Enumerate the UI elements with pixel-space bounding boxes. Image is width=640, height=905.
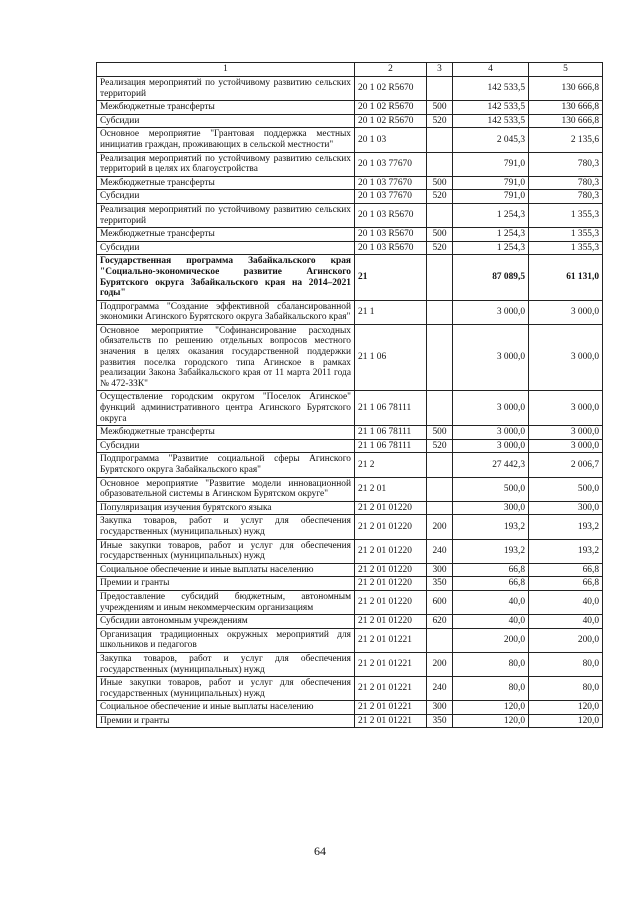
row-value-year-1: 120,0 xyxy=(453,701,529,715)
row-value-year-2: 780,3 xyxy=(529,190,603,204)
row-value-year-2: 120,0 xyxy=(529,714,603,728)
row-expense-type: 520 xyxy=(427,190,453,204)
row-value-year-1: 1 254,3 xyxy=(453,241,529,255)
col-header-4: 4 xyxy=(453,63,529,77)
row-code: 20 1 03 R5670 xyxy=(355,241,427,255)
row-code: 20 1 03 77670 xyxy=(355,190,427,204)
row-value-year-2: 130 666,8 xyxy=(529,77,603,101)
row-expense-type: 620 xyxy=(427,615,453,629)
row-value-year-2: 3 000,0 xyxy=(529,439,603,453)
row-value-year-2: 780,3 xyxy=(529,152,603,176)
row-expense-type: 520 xyxy=(427,114,453,128)
row-expense-type: 520 xyxy=(427,241,453,255)
row-code: 21 1 xyxy=(355,300,427,324)
row-expense-type: 350 xyxy=(427,714,453,728)
row-name: Субсидии xyxy=(97,439,355,453)
row-expense-type: 200 xyxy=(427,515,453,539)
row-value-year-2: 500,0 xyxy=(529,477,603,501)
row-name: Межбюджетные трансферты xyxy=(97,176,355,190)
row-code: 21 2 01 01220 xyxy=(355,539,427,563)
row-value-year-2: 40,0 xyxy=(529,615,603,629)
row-code: 21 1 06 xyxy=(355,324,427,391)
row-name: Субсидии xyxy=(97,241,355,255)
row-value-year-1: 3 000,0 xyxy=(453,300,529,324)
row-value-year-1: 40,0 xyxy=(453,590,529,614)
row-expense-type: 520 xyxy=(427,439,453,453)
row-expense-type xyxy=(427,391,453,426)
page-number: 64 xyxy=(314,844,326,858)
row-value-year-1: 142 533,5 xyxy=(453,114,529,128)
row-value-year-1: 193,2 xyxy=(453,539,529,563)
row-value-year-1: 193,2 xyxy=(453,515,529,539)
row-expense-type xyxy=(427,477,453,501)
row-value-year-1: 66,8 xyxy=(453,577,529,591)
row-value-year-1: 40,0 xyxy=(453,615,529,629)
row-value-year-2: 66,8 xyxy=(529,563,603,577)
table-row xyxy=(97,203,603,227)
col-header-3: 3 xyxy=(427,63,453,77)
table-row xyxy=(97,300,603,324)
row-name: Премии и гранты xyxy=(97,714,355,728)
row-expense-type xyxy=(427,453,453,477)
row-code: 21 2 01 01220 xyxy=(355,577,427,591)
table-row xyxy=(97,241,603,255)
row-expense-type: 600 xyxy=(427,590,453,614)
row-name: Социальное обеспечение и иные выплаты населению xyxy=(97,563,355,577)
row-value-year-1: 500,0 xyxy=(453,477,529,501)
row-name: Социальное обеспечение и иные выплаты населению xyxy=(97,701,355,715)
row-name: Межбюджетные трансферты xyxy=(97,101,355,115)
row-expense-type: 350 xyxy=(427,577,453,591)
row-expense-type: 500 xyxy=(427,426,453,440)
table-row xyxy=(97,128,603,152)
row-value-year-2: 1 355,3 xyxy=(529,228,603,242)
table-row xyxy=(97,439,603,453)
row-name: Государственная программа Забайкальского края "Социально-экономическое развитие Агинского Бурятского округа Забайкальского края на 2014–2021 годы" xyxy=(97,255,355,300)
row-name: Реализация мероприятий по устойчивому развитию сельских территорий xyxy=(97,203,355,227)
row-expense-type: 500 xyxy=(427,228,453,242)
header-row xyxy=(97,63,603,77)
table-row xyxy=(97,101,603,115)
row-code: 21 1 06 78111 xyxy=(355,439,427,453)
table-row xyxy=(97,190,603,204)
budget-table xyxy=(96,62,603,728)
table-row xyxy=(97,391,603,426)
row-expense-type: 500 xyxy=(427,176,453,190)
row-value-year-1: 300,0 xyxy=(453,501,529,515)
row-value-year-1: 1 254,3 xyxy=(453,228,529,242)
row-value-year-1: 3 000,0 xyxy=(453,439,529,453)
row-value-year-1: 3 000,0 xyxy=(453,324,529,391)
row-expense-type: 240 xyxy=(427,539,453,563)
row-code: 21 2 01 01221 xyxy=(355,714,427,728)
table-row xyxy=(97,577,603,591)
row-value-year-1: 80,0 xyxy=(453,677,529,701)
row-expense-type xyxy=(427,203,453,227)
row-value-year-2: 66,8 xyxy=(529,577,603,591)
row-name: Основное мероприятие "Развитие модели инновационной образовательной системы в Агинском Бурятском округе" xyxy=(97,477,355,501)
row-code: 21 2 01 xyxy=(355,477,427,501)
table-row xyxy=(97,590,603,614)
table-header xyxy=(97,63,603,77)
col-header-2: 2 xyxy=(355,63,427,77)
row-code: 21 1 06 78111 xyxy=(355,426,427,440)
row-expense-type xyxy=(427,324,453,391)
row-value-year-2: 2 006,7 xyxy=(529,453,603,477)
table-row xyxy=(97,324,603,391)
row-name: Предоставление субсидий бюджетным, автономным учреждениям и иным некоммерческим организациям xyxy=(97,590,355,614)
table-row xyxy=(97,255,603,300)
table-row xyxy=(97,615,603,629)
row-name: Основное мероприятие "Грантовая поддержка местных инициатив граждан, проживающих в сельской местности" xyxy=(97,128,355,152)
row-value-year-2: 80,0 xyxy=(529,677,603,701)
row-value-year-2: 193,2 xyxy=(529,539,603,563)
row-value-year-2: 3 000,0 xyxy=(529,426,603,440)
row-value-year-1: 87 089,5 xyxy=(453,255,529,300)
table-row xyxy=(97,701,603,715)
row-name: Межбюджетные трансферты xyxy=(97,228,355,242)
table-row xyxy=(97,515,603,539)
table-row xyxy=(97,152,603,176)
row-code: 20 1 03 R5670 xyxy=(355,203,427,227)
row-value-year-1: 200,0 xyxy=(453,628,529,652)
row-name: Межбюджетные трансферты xyxy=(97,426,355,440)
row-value-year-2: 193,2 xyxy=(529,515,603,539)
table-row xyxy=(97,228,603,242)
table-row xyxy=(97,114,603,128)
row-code: 20 1 03 77670 xyxy=(355,176,427,190)
table-body xyxy=(97,77,603,728)
row-value-year-1: 791,0 xyxy=(453,176,529,190)
row-code: 21 2 xyxy=(355,453,427,477)
row-expense-type: 500 xyxy=(427,101,453,115)
row-value-year-2: 40,0 xyxy=(529,590,603,614)
row-code: 21 xyxy=(355,255,427,300)
row-expense-type xyxy=(427,628,453,652)
table-row xyxy=(97,176,603,190)
row-code: 20 1 02 R5670 xyxy=(355,114,427,128)
row-code: 21 2 01 01220 xyxy=(355,590,427,614)
row-expense-type xyxy=(427,152,453,176)
table-row xyxy=(97,677,603,701)
row-code: 20 1 03 77670 xyxy=(355,152,427,176)
row-expense-type xyxy=(427,77,453,101)
row-value-year-2: 200,0 xyxy=(529,628,603,652)
row-value-year-2: 1 355,3 xyxy=(529,203,603,227)
row-value-year-2: 80,0 xyxy=(529,652,603,676)
row-value-year-1: 66,8 xyxy=(453,563,529,577)
table-row xyxy=(97,501,603,515)
row-value-year-2: 130 666,8 xyxy=(529,101,603,115)
row-code: 21 2 01 01220 xyxy=(355,615,427,629)
row-value-year-2: 61 131,0 xyxy=(529,255,603,300)
row-value-year-2: 3 000,0 xyxy=(529,300,603,324)
row-expense-type: 200 xyxy=(427,652,453,676)
row-name: Субсидии автономным учреждениям xyxy=(97,615,355,629)
row-value-year-1: 142 533,5 xyxy=(453,101,529,115)
row-code: 21 2 01 01220 xyxy=(355,563,427,577)
row-value-year-2: 130 666,8 xyxy=(529,114,603,128)
table-row xyxy=(97,477,603,501)
row-name: Организация традиционных окружных мероприятий для школьников и педагогов xyxy=(97,628,355,652)
row-name: Реализация мероприятий по устойчивому развитию сельских территорий в целях их благоустройства xyxy=(97,152,355,176)
row-value-year-1: 3 000,0 xyxy=(453,391,529,426)
table-row xyxy=(97,77,603,101)
table-row xyxy=(97,563,603,577)
row-value-year-2: 3 000,0 xyxy=(529,324,603,391)
row-name: Подпрограмма "Развитие социальной сферы Агинского Бурятского округа Забайкальского края" xyxy=(97,453,355,477)
row-code: 21 2 01 01221 xyxy=(355,628,427,652)
table-row xyxy=(97,714,603,728)
row-name: Закупка товаров, работ и услуг для обеспечения государственных (муниципальных) нужд xyxy=(97,652,355,676)
row-code: 21 2 01 01221 xyxy=(355,701,427,715)
row-value-year-1: 1 254,3 xyxy=(453,203,529,227)
table-row xyxy=(97,453,603,477)
row-code: 21 1 06 78111 xyxy=(355,391,427,426)
row-value-year-1: 80,0 xyxy=(453,652,529,676)
row-code: 21 2 01 01221 xyxy=(355,677,427,701)
row-value-year-2: 3 000,0 xyxy=(529,391,603,426)
row-name: Реализация мероприятий по устойчивому развитию сельских территорий xyxy=(97,77,355,101)
row-expense-type xyxy=(427,128,453,152)
row-code: 20 1 02 R5670 xyxy=(355,101,427,115)
row-value-year-1: 791,0 xyxy=(453,152,529,176)
table-row xyxy=(97,652,603,676)
table-row xyxy=(97,628,603,652)
row-value-year-1: 27 442,3 xyxy=(453,453,529,477)
row-value-year-2: 780,3 xyxy=(529,176,603,190)
row-name: Подпрограмма "Создание эффективной сбалансированной экономики Агинского Бурятского округа Забайкальского края" xyxy=(97,300,355,324)
row-code: 21 2 01 01221 xyxy=(355,652,427,676)
table-row xyxy=(97,539,603,563)
row-name: Иные закупки товаров, работ и услуг для обеспечения государственных (муниципальных) нужд xyxy=(97,539,355,563)
row-name: Премии и гранты xyxy=(97,577,355,591)
row-value-year-2: 2 135,6 xyxy=(529,128,603,152)
table-row xyxy=(97,426,603,440)
row-code: 20 1 03 xyxy=(355,128,427,152)
row-expense-type: 300 xyxy=(427,701,453,715)
row-name: Осуществление городским округом "Поселок Агинское" функций административного центра Агинского Бурятского округа xyxy=(97,391,355,426)
row-name: Основное мероприятие "Софинансирование расходных обязательств по решению отдельных вопросов местного значения в целях оказания государственной поддержки развития поселка городского типа Агинское в рамках реализации Закона Забайкальского края от 11 марта 2011 года № 472-ЗЗК" xyxy=(97,324,355,391)
row-value-year-1: 142 533,5 xyxy=(453,77,529,101)
row-name: Иные закупки товаров, работ и услуг для обеспечения государственных (муниципальных) нужд xyxy=(97,677,355,701)
row-value-year-1: 120,0 xyxy=(453,714,529,728)
row-value-year-1: 3 000,0 xyxy=(453,426,529,440)
row-expense-type xyxy=(427,300,453,324)
row-name: Субсидии xyxy=(97,190,355,204)
row-value-year-2: 1 355,3 xyxy=(529,241,603,255)
row-code: 20 1 03 R5670 xyxy=(355,228,427,242)
row-code: 21 2 01 01220 xyxy=(355,501,427,515)
row-value-year-1: 791,0 xyxy=(453,190,529,204)
row-expense-type xyxy=(427,501,453,515)
row-code: 20 1 02 R5670 xyxy=(355,77,427,101)
row-expense-type: 300 xyxy=(427,563,453,577)
row-value-year-2: 120,0 xyxy=(529,701,603,715)
row-name: Популяризация изучения бурятского языка xyxy=(97,501,355,515)
row-value-year-1: 2 045,3 xyxy=(453,128,529,152)
row-name: Закупка товаров, работ и услуг для обеспечения государственных (муниципальных) нужд xyxy=(97,515,355,539)
row-expense-type: 240 xyxy=(427,677,453,701)
row-value-year-2: 300,0 xyxy=(529,501,603,515)
col-header-5: 5 xyxy=(529,63,603,77)
col-header-1: 1 xyxy=(97,63,355,77)
row-expense-type xyxy=(427,255,453,300)
row-code: 21 2 01 01220 xyxy=(355,515,427,539)
row-name: Субсидии xyxy=(97,114,355,128)
